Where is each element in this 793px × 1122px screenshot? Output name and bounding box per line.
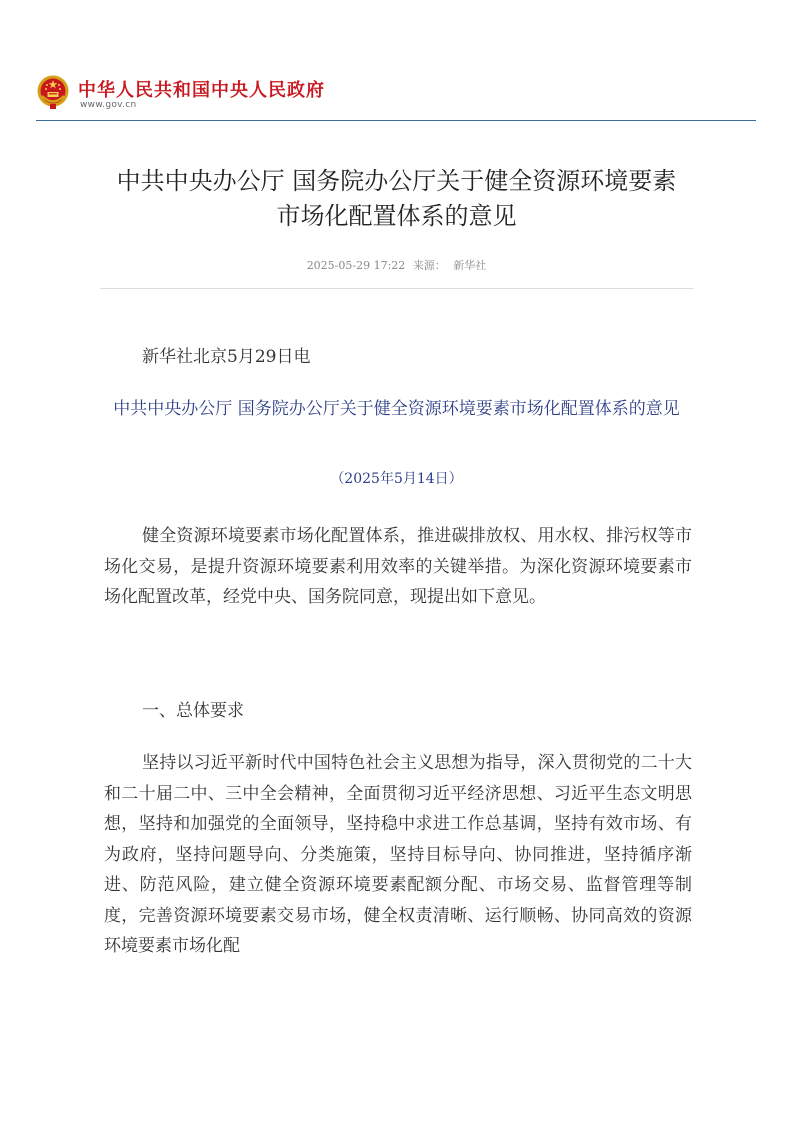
article-title-line2: 市场化配置体系的意见: [276, 202, 517, 230]
title-divider: [100, 288, 693, 289]
site-url[interactable]: www.gov.cn: [80, 100, 137, 110]
document-title: 中共中央办公厅 国务院办公厅关于健全资源环境要素市场化配置体系的意见: [113, 399, 680, 419]
source-label: 来源：: [412, 259, 446, 272]
dateline: 新华社北京5月29日电: [142, 347, 311, 367]
body-paragraph: 坚持以习近平新时代中国特色社会主义思想为指导，深入贯彻党的二十大和二十届二中、三中全会精神，全面贯彻习近平经济思想、习近平生态文明思想，坚持和加强党的全面领导，坚持稳中求进工作总基调，坚持有效市场、有为政府，坚持问题导向、分类施策，坚持目标导向、协同推进，坚持循序渐进、防范风险，建立健全资源环境要素配额分配、市场交易、监督管理等制度，完善资源环境要素交易市场，健全权责清晰、运行顺畅、协同高效的资源环境要素市场化配: [104, 753, 692, 956]
document-date: （2025年5月14日）: [330, 471, 463, 487]
article-meta: [100, 257, 693, 273]
source-name: 新华社: [453, 259, 487, 272]
header-divider: [36, 120, 756, 121]
site-name[interactable]: 中华人民共和国中央人民政府: [78, 80, 325, 101]
article-title: [80, 164, 713, 234]
publish-datetime: 2025-05-29 17:22: [306, 259, 406, 272]
site-header: [36, 72, 756, 118]
national-emblem-icon[interactable]: [36, 74, 70, 110]
section-heading: 一、总体要求: [142, 701, 244, 721]
intro-paragraph: 健全资源环境要素市场化配置体系，推进碳排放权、用水权、排污权等市场化交易，是提升资源环境要素利用效率的关键举措。为深化资源环境要素市场化配置改革，经党中央、国务院同意，现提出如下意见。: [104, 526, 692, 607]
article-title-line1: 中共中央办公厅 国务院办公厅关于健全资源环境要素: [116, 167, 677, 195]
